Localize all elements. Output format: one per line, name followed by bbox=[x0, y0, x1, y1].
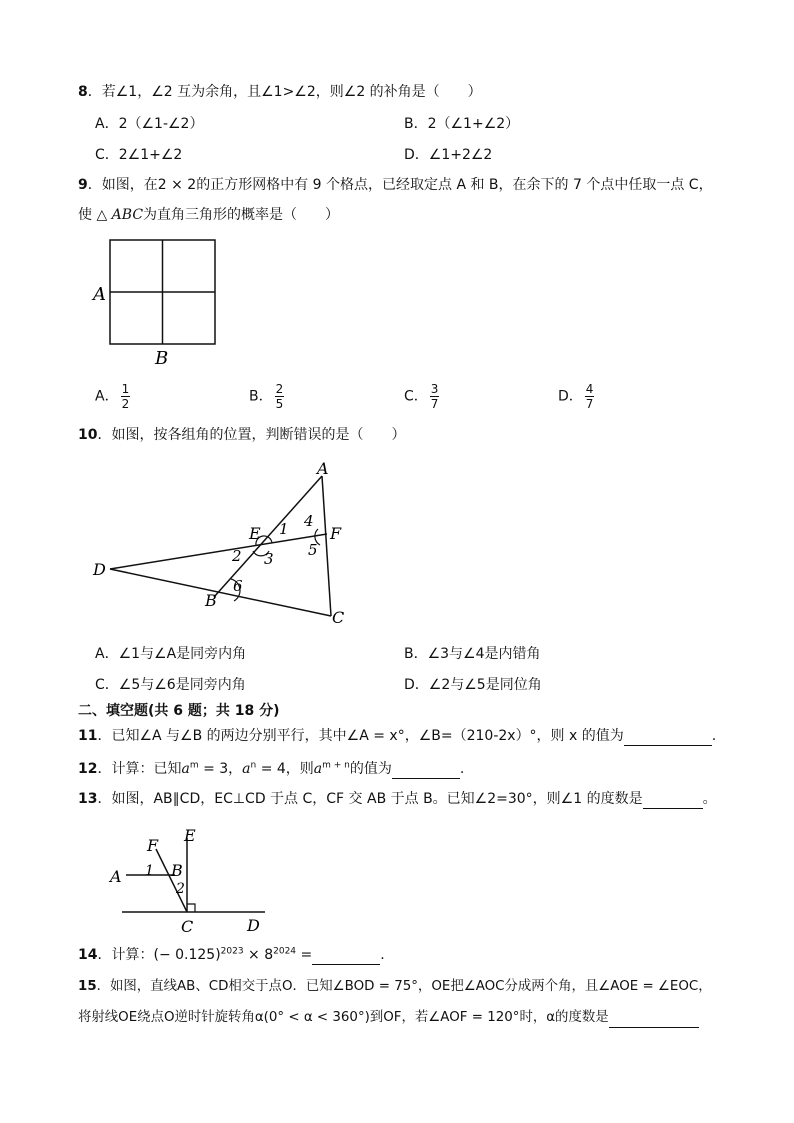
angle-label-6: 6 bbox=[233, 577, 243, 595]
q11-stem bbox=[78, 726, 716, 746]
q13-end: 。 bbox=[702, 791, 717, 807]
q15-text-2: 将射线OE绕点O逆时针旋转角α(0° < α < 360°)到OF，若∠AOF = 120°时，α的度数是 bbox=[78, 1010, 609, 1025]
line-AC bbox=[322, 476, 331, 616]
q14-answer-blank[interactable] bbox=[312, 950, 380, 965]
denominator: 5 bbox=[275, 397, 284, 411]
label-F: F bbox=[330, 524, 342, 543]
q12-exp-mn: m + n bbox=[322, 760, 350, 771]
q8-option-a[interactable]: A．2（∠1-∠2） bbox=[95, 116, 204, 132]
q15-stem-line1 bbox=[78, 977, 712, 997]
q10-number: 10 bbox=[78, 427, 98, 443]
q8-option-b[interactable]: B．2（∠1+∠2） bbox=[404, 116, 520, 132]
label-A: A bbox=[93, 284, 106, 305]
label-D: D bbox=[247, 916, 260, 935]
q10-stem bbox=[78, 425, 405, 445]
label-D: D bbox=[93, 560, 106, 579]
label-E: E bbox=[184, 826, 196, 845]
label-B: B bbox=[171, 861, 183, 880]
label-B: B bbox=[155, 348, 169, 369]
q11-answer-blank[interactable] bbox=[624, 731, 712, 746]
q14-exp-2: 2024 bbox=[273, 946, 297, 957]
q11-text: ．已知∠A 与∠B 的两边分别平行，其中∠A = x°，∠B=（210-2x）°，则 x 的值为 bbox=[97, 728, 624, 744]
q12-exp-m: m bbox=[189, 760, 199, 771]
q8-text: ．若∠1，∠2 互为余角，且∠1>∠2，则∠2 的补角是（ ） bbox=[87, 84, 482, 100]
q10-option-c[interactable]: C．∠5与∠6是同旁内角 bbox=[95, 677, 246, 693]
q14-exp-1: 2023 bbox=[220, 946, 244, 957]
q15-stem-line2 bbox=[78, 1008, 699, 1028]
option-letter: A． bbox=[95, 388, 119, 405]
denominator: 2 bbox=[121, 397, 130, 411]
q9-text-2a: 使 △ bbox=[78, 207, 112, 223]
angle-label-1: 1 bbox=[279, 520, 289, 538]
q13-parallel-lines-figure bbox=[100, 824, 275, 936]
q12-eq1: = 3， bbox=[198, 761, 243, 777]
angle-label-2: 2 bbox=[232, 547, 242, 565]
angle-label-3: 3 bbox=[264, 550, 274, 568]
line-DF bbox=[110, 534, 327, 569]
fraction bbox=[430, 382, 440, 411]
q10-triangle-figure bbox=[88, 455, 358, 630]
q9-option-d[interactable] bbox=[558, 382, 594, 411]
q9-text-1: ．如图，在2 × 2的正方形网格中有 9 个格点，已经取定点 A 和 B，在余下的 7 个点中任取一点 C， bbox=[87, 177, 713, 193]
label-A: A bbox=[110, 867, 122, 886]
q14-mid: × 8 bbox=[243, 947, 274, 963]
fraction bbox=[275, 382, 285, 411]
q9-stem-line1 bbox=[78, 175, 713, 195]
denominator: 7 bbox=[430, 397, 439, 411]
angle-label-5: 5 bbox=[308, 541, 318, 559]
label-F: F bbox=[147, 836, 159, 855]
label-B: B bbox=[205, 591, 217, 610]
q10-option-a[interactable]: A．∠1与∠A是同旁内角 bbox=[95, 646, 247, 662]
right-angle-mark bbox=[187, 904, 195, 912]
q12-text-b: 的值为 bbox=[349, 761, 392, 777]
angle-label-1: 1 bbox=[145, 863, 154, 879]
label-C: C bbox=[332, 608, 345, 627]
label-A: A bbox=[317, 459, 329, 478]
q14-stem bbox=[78, 945, 385, 965]
numerator: 3 bbox=[430, 382, 439, 396]
q9-stem-line2 bbox=[78, 205, 339, 225]
option-letter: D． bbox=[558, 388, 583, 405]
q11-number: 11 bbox=[78, 728, 98, 744]
q8-stem bbox=[78, 82, 482, 102]
q12-end: . bbox=[459, 761, 465, 777]
q14-end: . bbox=[380, 947, 385, 963]
option-letter: B． bbox=[249, 388, 273, 405]
q13-answer-blank[interactable] bbox=[643, 794, 703, 809]
q10-option-b[interactable]: B．∠3与∠4是内错角 bbox=[404, 646, 541, 662]
angle-label-4: 4 bbox=[304, 512, 314, 530]
q12-base-1: a bbox=[181, 761, 190, 777]
q15-text-1: ．如图，直线AB、CD相交于点O．已知∠BOD = 75°，OE把∠AOC分成两个角，且∠AOE = ∠EOC， bbox=[96, 979, 712, 994]
q8-option-d[interactable]: D．∠1+2∠2 bbox=[404, 147, 493, 163]
q12-base-3: a bbox=[313, 761, 323, 777]
label-C: C bbox=[181, 917, 194, 936]
q8-option-c[interactable]: C．2∠1+∠2 bbox=[95, 147, 183, 163]
label-E: E bbox=[249, 524, 261, 543]
q9-option-a[interactable] bbox=[95, 382, 130, 411]
q12-base-2: a bbox=[242, 761, 251, 777]
q14-text-a: ．计算： bbox=[97, 947, 154, 963]
q9-grid-figure bbox=[88, 234, 228, 369]
q14-number: 14 bbox=[78, 947, 98, 963]
q9-option-b[interactable] bbox=[249, 382, 284, 411]
q9-text-2b: ABC bbox=[111, 207, 144, 223]
q14-base-1: (− 0.125) bbox=[153, 947, 221, 963]
q13-number: 13 bbox=[78, 791, 98, 807]
numerator: 4 bbox=[585, 382, 594, 396]
q11-end: . bbox=[711, 728, 717, 744]
denominator: 7 bbox=[585, 397, 594, 411]
numerator: 2 bbox=[275, 382, 284, 396]
q12-stem bbox=[78, 759, 464, 779]
q15-number: 15 bbox=[78, 979, 97, 994]
q9-option-c[interactable] bbox=[404, 382, 439, 411]
q12-answer-blank[interactable] bbox=[392, 764, 460, 779]
q12-number: 12 bbox=[78, 761, 98, 777]
option-letter: C． bbox=[404, 388, 428, 405]
q8-number: 8 bbox=[78, 84, 88, 100]
q9-number: 9 bbox=[78, 177, 88, 193]
q9-text-2c: 为直角三角形的概率是（ ） bbox=[143, 207, 340, 223]
fraction bbox=[585, 382, 595, 411]
angle-label-2: 2 bbox=[176, 881, 185, 897]
q12-exp-n: n bbox=[250, 760, 257, 771]
q14-eq: = bbox=[296, 947, 313, 963]
q10-option-d[interactable]: D．∠2与∠5是同位角 bbox=[404, 677, 542, 693]
numerator: 1 bbox=[121, 382, 130, 396]
line-DC bbox=[110, 569, 331, 616]
q15-answer-blank[interactable] bbox=[609, 1013, 699, 1028]
section-heading: 二、填空题(共 6 题；共 18 分) bbox=[78, 703, 280, 719]
fraction bbox=[121, 382, 131, 411]
q13-text: ．如图，AB∥CD，EC⊥CD 于点 C，CF 交 AB 于点 B。已知∠2=30°，则∠1 的度数是 bbox=[97, 791, 643, 807]
q12-eq2: = 4，则 bbox=[256, 761, 314, 777]
q13-stem bbox=[78, 789, 717, 809]
q12-text-a: ．计算：已知 bbox=[97, 761, 182, 777]
q10-text: ．如图，按各组角的位置，判断错误的是（ ） bbox=[97, 427, 406, 443]
